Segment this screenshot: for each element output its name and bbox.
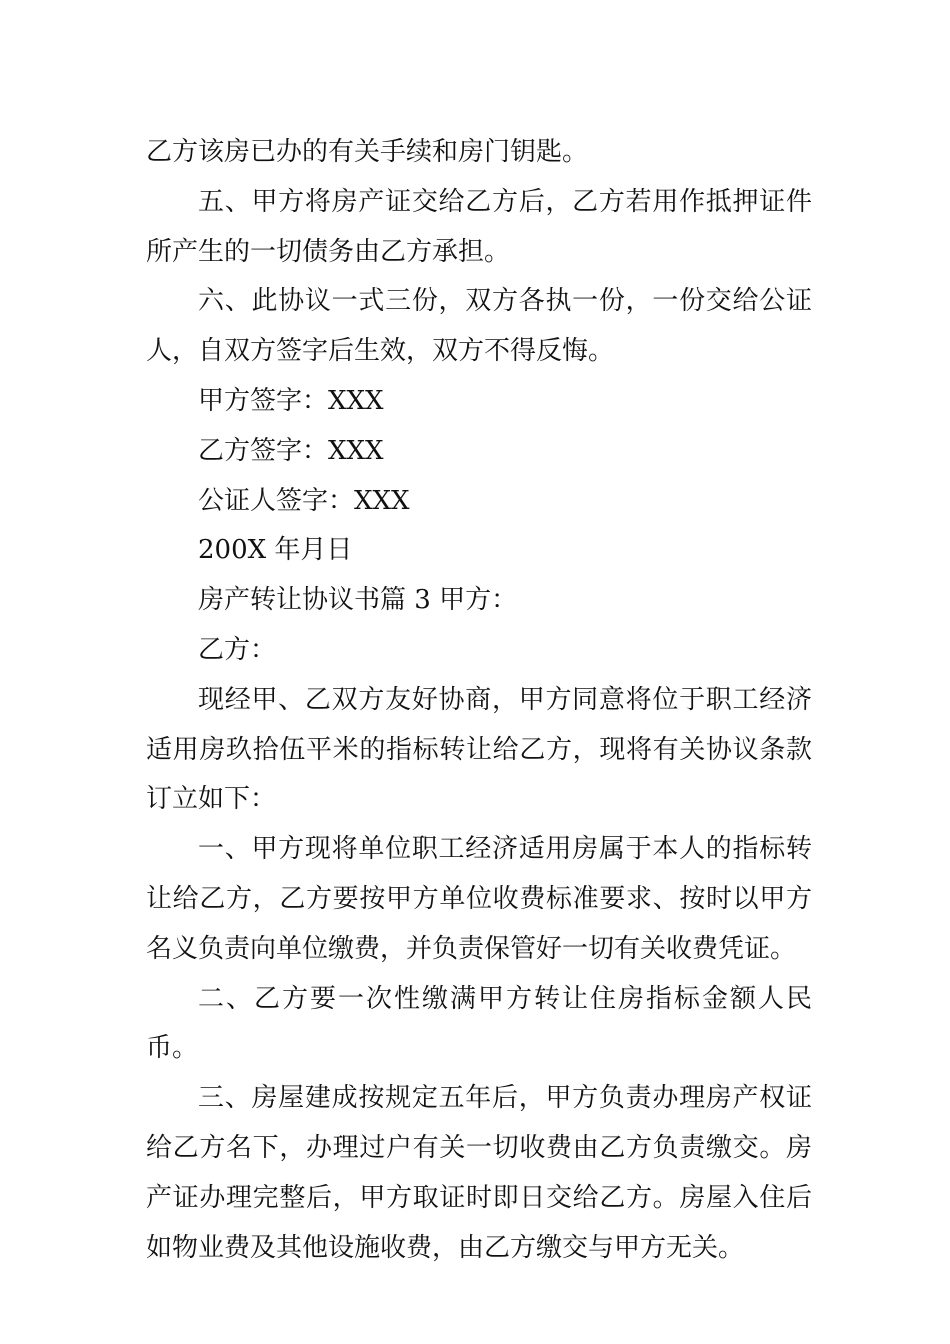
party-b-label: 乙方：: [198, 634, 277, 665]
signature-notary: 公证人签字：XXX: [198, 485, 410, 516]
paragraph-clause-six: 六、此协议一式三份，双方各执一份，一份交给公证人，自双方签字后生效，双方不得反悔。: [146, 286, 812, 367]
paragraph-clause-one: 一、甲方现将单位职工经济适用房属于本人的指标转让给乙方，乙方要按甲方单位收费标准要求、按时以甲方名义负责向单位缴费，并负责保管好一切有关收费凭证。: [146, 834, 812, 964]
paragraph-clause-two: 二、乙方要一次性缴满甲方转让住房指标金额人民币。: [146, 983, 812, 1064]
paragraph-clause-five: 五、甲方将房产证交给乙方后，乙方若用作抵押证件所产生的一切债务由乙方承担。: [146, 186, 812, 267]
date-line: 200X 年月日: [198, 535, 353, 566]
document-body: [146, 128, 812, 1273]
paragraph-handover-continuation: 乙方该房已办的有关手续和房门钥匙。: [146, 137, 589, 167]
paragraph-clause-three: 三、房屋建成按规定五年后，甲方负责办理房产权证给乙方名下，办理过户有关一切收费由乙方负责缴交。房产证办理完整后，甲方取证时即日交给乙方。房屋入住后如物业费及其他设施收费，由乙方缴交与甲方无关。: [146, 1083, 812, 1263]
signature-party-a: 甲方签字：XXX: [198, 385, 384, 416]
section-heading-agreement-3: 房产转让协议书篇 3 甲方：: [198, 585, 518, 616]
paragraph-preamble: 现经甲、乙双方友好协商，甲方同意将位于职工经济适用房玖拾伍平米的指标转让给乙方，现将有关协议条款订立如下：: [146, 684, 812, 815]
signature-party-b: 乙方签字：XXX: [198, 435, 384, 466]
